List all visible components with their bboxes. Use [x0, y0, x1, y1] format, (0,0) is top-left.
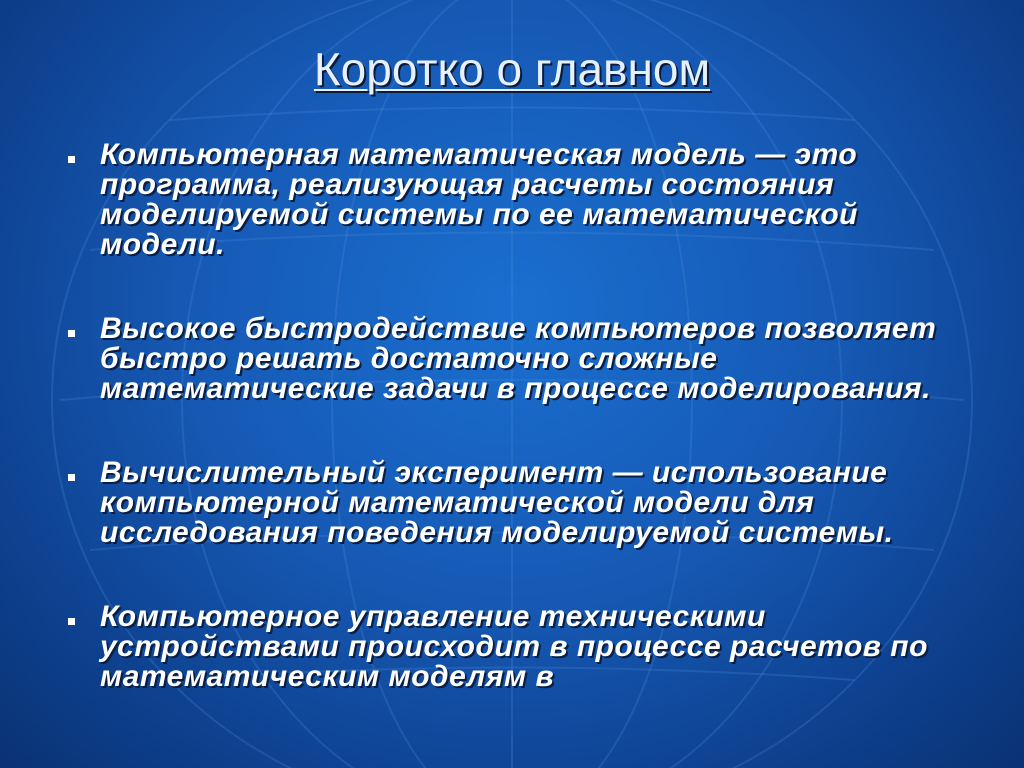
bullet-item — [60, 140, 980, 260]
bullet-text: Вычислительный эксперимент — использование компьютерной математической модели для исследования поведения моделируемой системы. — [100, 456, 894, 549]
square-bullet-icon — [68, 618, 75, 625]
square-bullet-icon — [68, 156, 75, 163]
bullet-text: Высокое быстродействие компьютеров позволяет быстро решать достаточно сложные математические задачи в процессе моделирования. — [100, 312, 937, 405]
slide-title: Коротко о главном — [313, 43, 711, 95]
bullet-list — [60, 140, 980, 746]
bullet-item — [60, 314, 980, 404]
bullet-item — [60, 602, 980, 692]
square-bullet-icon — [68, 474, 75, 481]
bullet-text: Компьютерная математическая модель — это программа, реализующая расчеты состояния моделируемой системы по ее математической модели. — [100, 138, 858, 261]
square-bullet-icon — [68, 330, 75, 337]
bullet-text: Компьютерное управление техническими устройствами происходит в процессе расчетов по математическим моделям в — [100, 600, 928, 693]
bullet-item — [60, 458, 980, 548]
